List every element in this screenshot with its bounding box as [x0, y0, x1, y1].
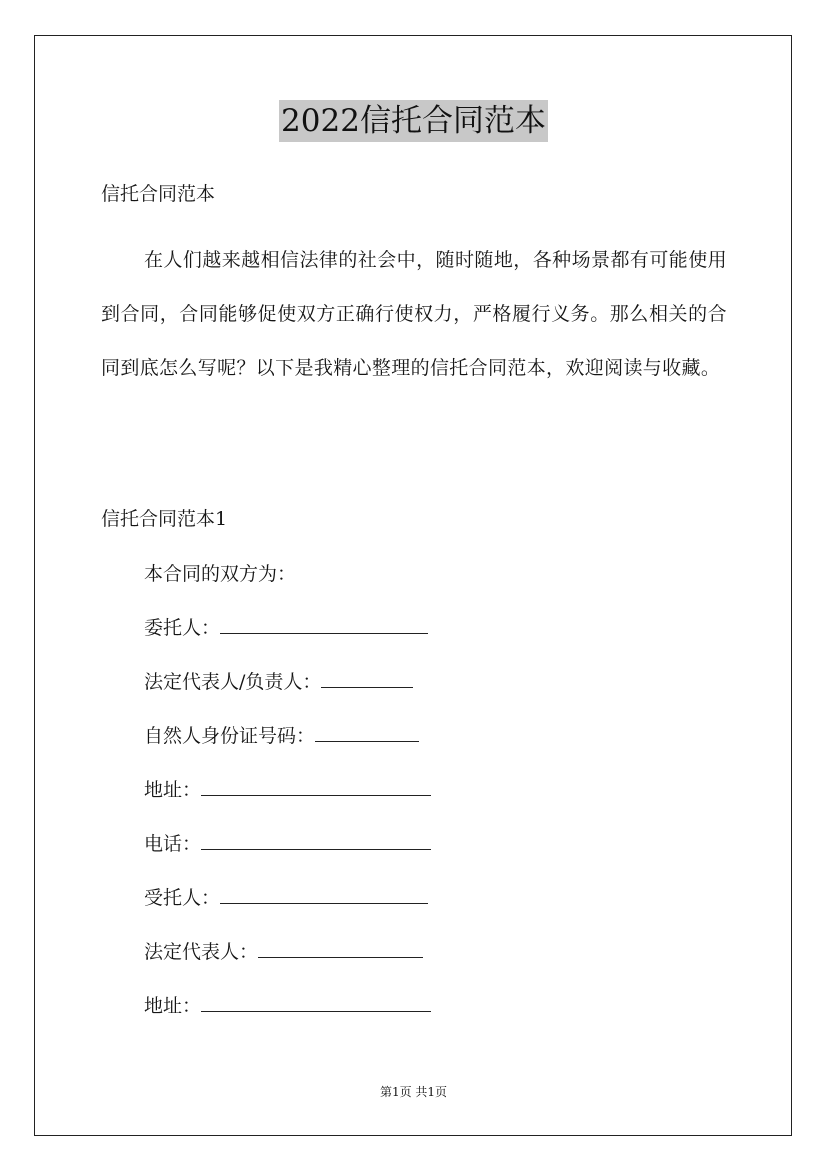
legal-rep-blank[interactable] — [258, 939, 423, 958]
id-number-blank[interactable] — [315, 723, 419, 742]
intro-paragraph: 在人们越来越相信法律的社会中，随时随地，各种场景都有可能使用到合同，合同能够促使双方正确行使权力，严格履行义务。那么相关的合同到底怎么写呢？以下是我精心整理的信托合同范本，欢迎阅读与收藏。 — [101, 249, 727, 379]
phone-field[interactable] — [144, 831, 431, 857]
legal-rep-label: 法定代表人： — [144, 941, 259, 963]
id-number-label: 自然人身份证号码： — [144, 725, 316, 747]
address-blank-1[interactable] — [201, 777, 431, 796]
phone-label: 电话： — [144, 833, 202, 855]
trustor-field[interactable] — [144, 615, 428, 641]
address-label-1: 地址： — [144, 779, 202, 801]
legal-rep-principal-field[interactable] — [144, 669, 413, 695]
trustor-label: 委托人： — [144, 617, 221, 639]
address-field-2[interactable] — [144, 993, 431, 1019]
legal-rep-field[interactable] — [144, 939, 423, 965]
title-container — [0, 100, 827, 142]
address-blank-2[interactable] — [201, 993, 431, 1012]
section-heading: 信托合同范本1 — [101, 508, 228, 530]
address-label-2: 地址： — [144, 995, 202, 1017]
trustee-label: 受托人： — [144, 887, 221, 909]
address-field-1[interactable] — [144, 777, 431, 803]
parties-intro: 本合同的双方为： — [144, 563, 297, 585]
legal-rep-principal-label: 法定代表人/负责人： — [144, 671, 322, 693]
id-number-field[interactable] — [144, 723, 419, 749]
document-subtitle: 信托合同范本 — [101, 183, 216, 205]
trustor-blank[interactable] — [220, 615, 428, 634]
phone-blank[interactable] — [201, 831, 431, 850]
page-footer: 第1页 共1页 — [379, 1085, 448, 1099]
document-title: 2022信托合同范本 — [279, 100, 548, 142]
legal-rep-principal-blank[interactable] — [321, 669, 413, 688]
trustee-blank[interactable] — [220, 885, 428, 904]
trustee-field[interactable] — [144, 885, 428, 911]
